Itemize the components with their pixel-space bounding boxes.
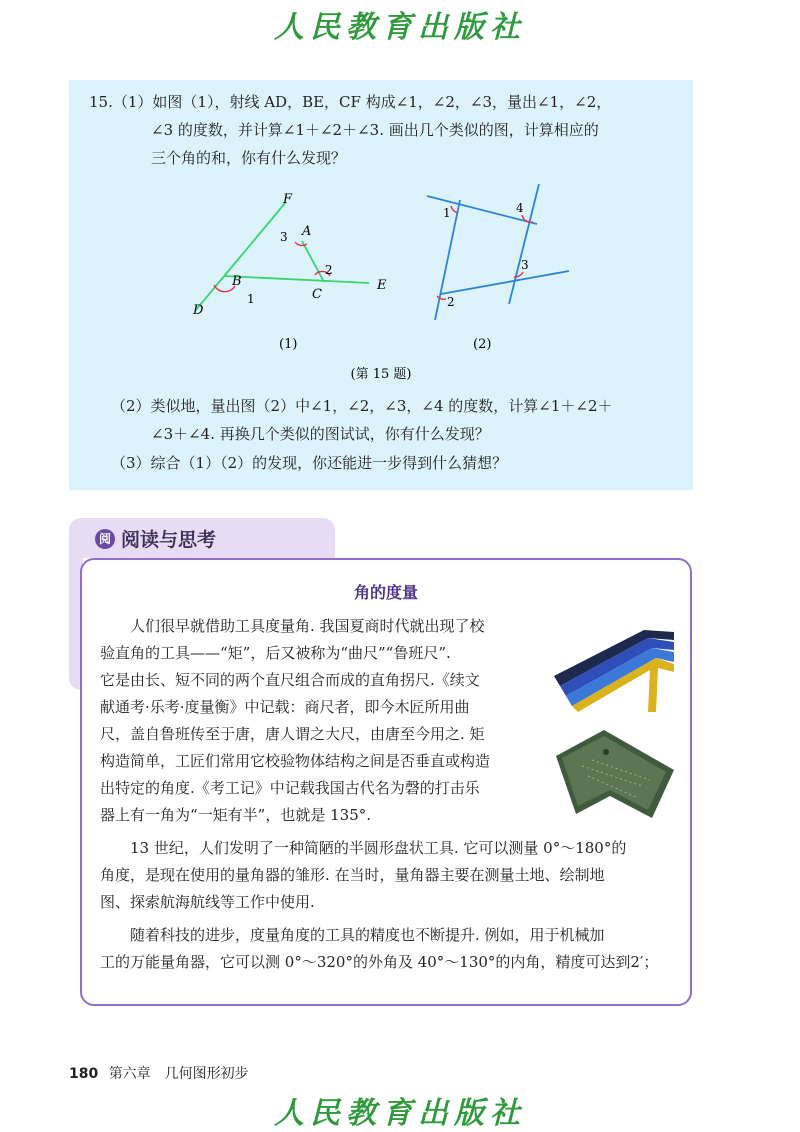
exercise-15-box: [69, 80, 693, 490]
part-2-line-2: ∠3＋∠4. 再换几个类似的图试试，你有什么发现？: [151, 425, 490, 443]
part-3-line: （3）综合（1）（2）的发现，你还能进一步得到什么猜想？: [111, 454, 508, 472]
label-3: 3: [280, 230, 288, 244]
part-2-line-1: （2）类似地，量出图（2）中∠1，∠2，∠3，∠4 的度数，计算∠1＋∠2＋: [111, 397, 613, 415]
label-a: A: [302, 224, 312, 239]
reading-icon: 阅: [95, 529, 115, 549]
reading-line-6: 构造简单，工匠们常用它校验物体结构之间是否垂直或构造: [100, 752, 491, 770]
ray-ac: [302, 241, 324, 282]
label-b: B: [232, 274, 242, 289]
figure-1-caption: (1): [279, 337, 298, 352]
reading-line-12: 随着科技的进步，度量角度的工具的精度也不断提升. 例如，用于机械加: [130, 926, 605, 944]
page-number: 180: [69, 1066, 99, 1082]
reading-line-4: 献通考·乐考·度量衡》中记载：商尺者，即今木匠所用曲: [100, 698, 470, 716]
reading-section-title: 阅读与思考: [121, 529, 217, 551]
label-c: C: [312, 287, 322, 302]
fig2-label-3: 3: [521, 258, 529, 272]
reading-heading: 角的度量: [353, 583, 418, 602]
label-d: D: [193, 303, 204, 318]
figure-2-caption: (2): [473, 337, 492, 352]
fig2-right-line: [509, 184, 539, 304]
fig2-label-1: 1: [443, 206, 451, 220]
fig2-angle-2-arc: [437, 296, 446, 299]
page-footer: [69, 1063, 249, 1083]
publisher-watermark-bottom: 人民教育出版社: [274, 1096, 526, 1131]
label-e: E: [377, 278, 387, 293]
reading-section-tab: [69, 518, 335, 558]
reading-line-1: 人们很早就借助工具度量角. 我国夏商时代就出现了校: [130, 617, 485, 635]
ray-fd: [195, 202, 286, 311]
exercise-text-line-1: 15.（1）如图（1），射线 AD，BE，CF 构成∠1，∠2，∠3，量出∠1，∠2，: [89, 93, 612, 111]
figure-caption: (第 15 题): [350, 367, 412, 382]
reading-line-10: 角度，是现在使用的量角器的雏形. 在当时，量角器主要在测量土地、绘制地: [100, 866, 605, 884]
label-1: 1: [247, 292, 255, 306]
chime-stone-hole: [603, 749, 609, 755]
figure-1: [192, 192, 387, 318]
reading-line-11: 图、探索航海航线等工作中使用.: [100, 893, 315, 911]
chapter-title: 第六章 几何图形初步: [108, 1066, 249, 1082]
fig2-label-2: 2: [447, 295, 455, 309]
reading-line-9: 13 世纪，人们发明了一种简陋的半圆形盘状工具. 它可以测量 0°～180°的: [130, 839, 627, 857]
reading-line-5: 尺，盖自鲁班传至于唐，唐人谓之大尺，由唐至今用之. 矩: [100, 725, 485, 743]
carpenter-square-photo: [548, 626, 676, 714]
reading-line-8: 器上有一角为“一矩有半”，也就是 135°.: [100, 806, 372, 824]
reading-line-13: 工的万能量角器，它可以测 0°～320°的外角及 40°～130°的内角，精度可达到2′；: [100, 953, 659, 971]
label-2: 2: [325, 263, 333, 277]
exercise-text-line-2: ∠3 的度数，并计算∠1＋∠2＋∠3. 画出几个类似的图，计算相应的: [151, 121, 599, 139]
exercise-text-line-3: 三个角的和，你有什么发现？: [151, 149, 347, 167]
fig2-label-4: 4: [516, 201, 524, 215]
reading-line-3: 它是由长、短不同的两个直尺组合而成的直角拐尺.《续文: [100, 671, 480, 689]
reading-line-7: 出特定的角度.《考工记》中记载我国古代名为磬的打击乐: [100, 779, 480, 797]
angle-3-arc: [295, 242, 307, 245]
reading-line-2: 验直角的工具——“矩”，后又被称为“曲尺”“鲁班尺”.: [100, 644, 451, 662]
chime-stone-photo: [552, 726, 678, 822]
ray-be: [224, 276, 369, 283]
label-f: F: [283, 192, 293, 207]
figure-2: [427, 184, 569, 320]
publisher-watermark-top: 人民教育出版社: [274, 10, 526, 45]
fig2-bottom-line: [441, 271, 569, 294]
